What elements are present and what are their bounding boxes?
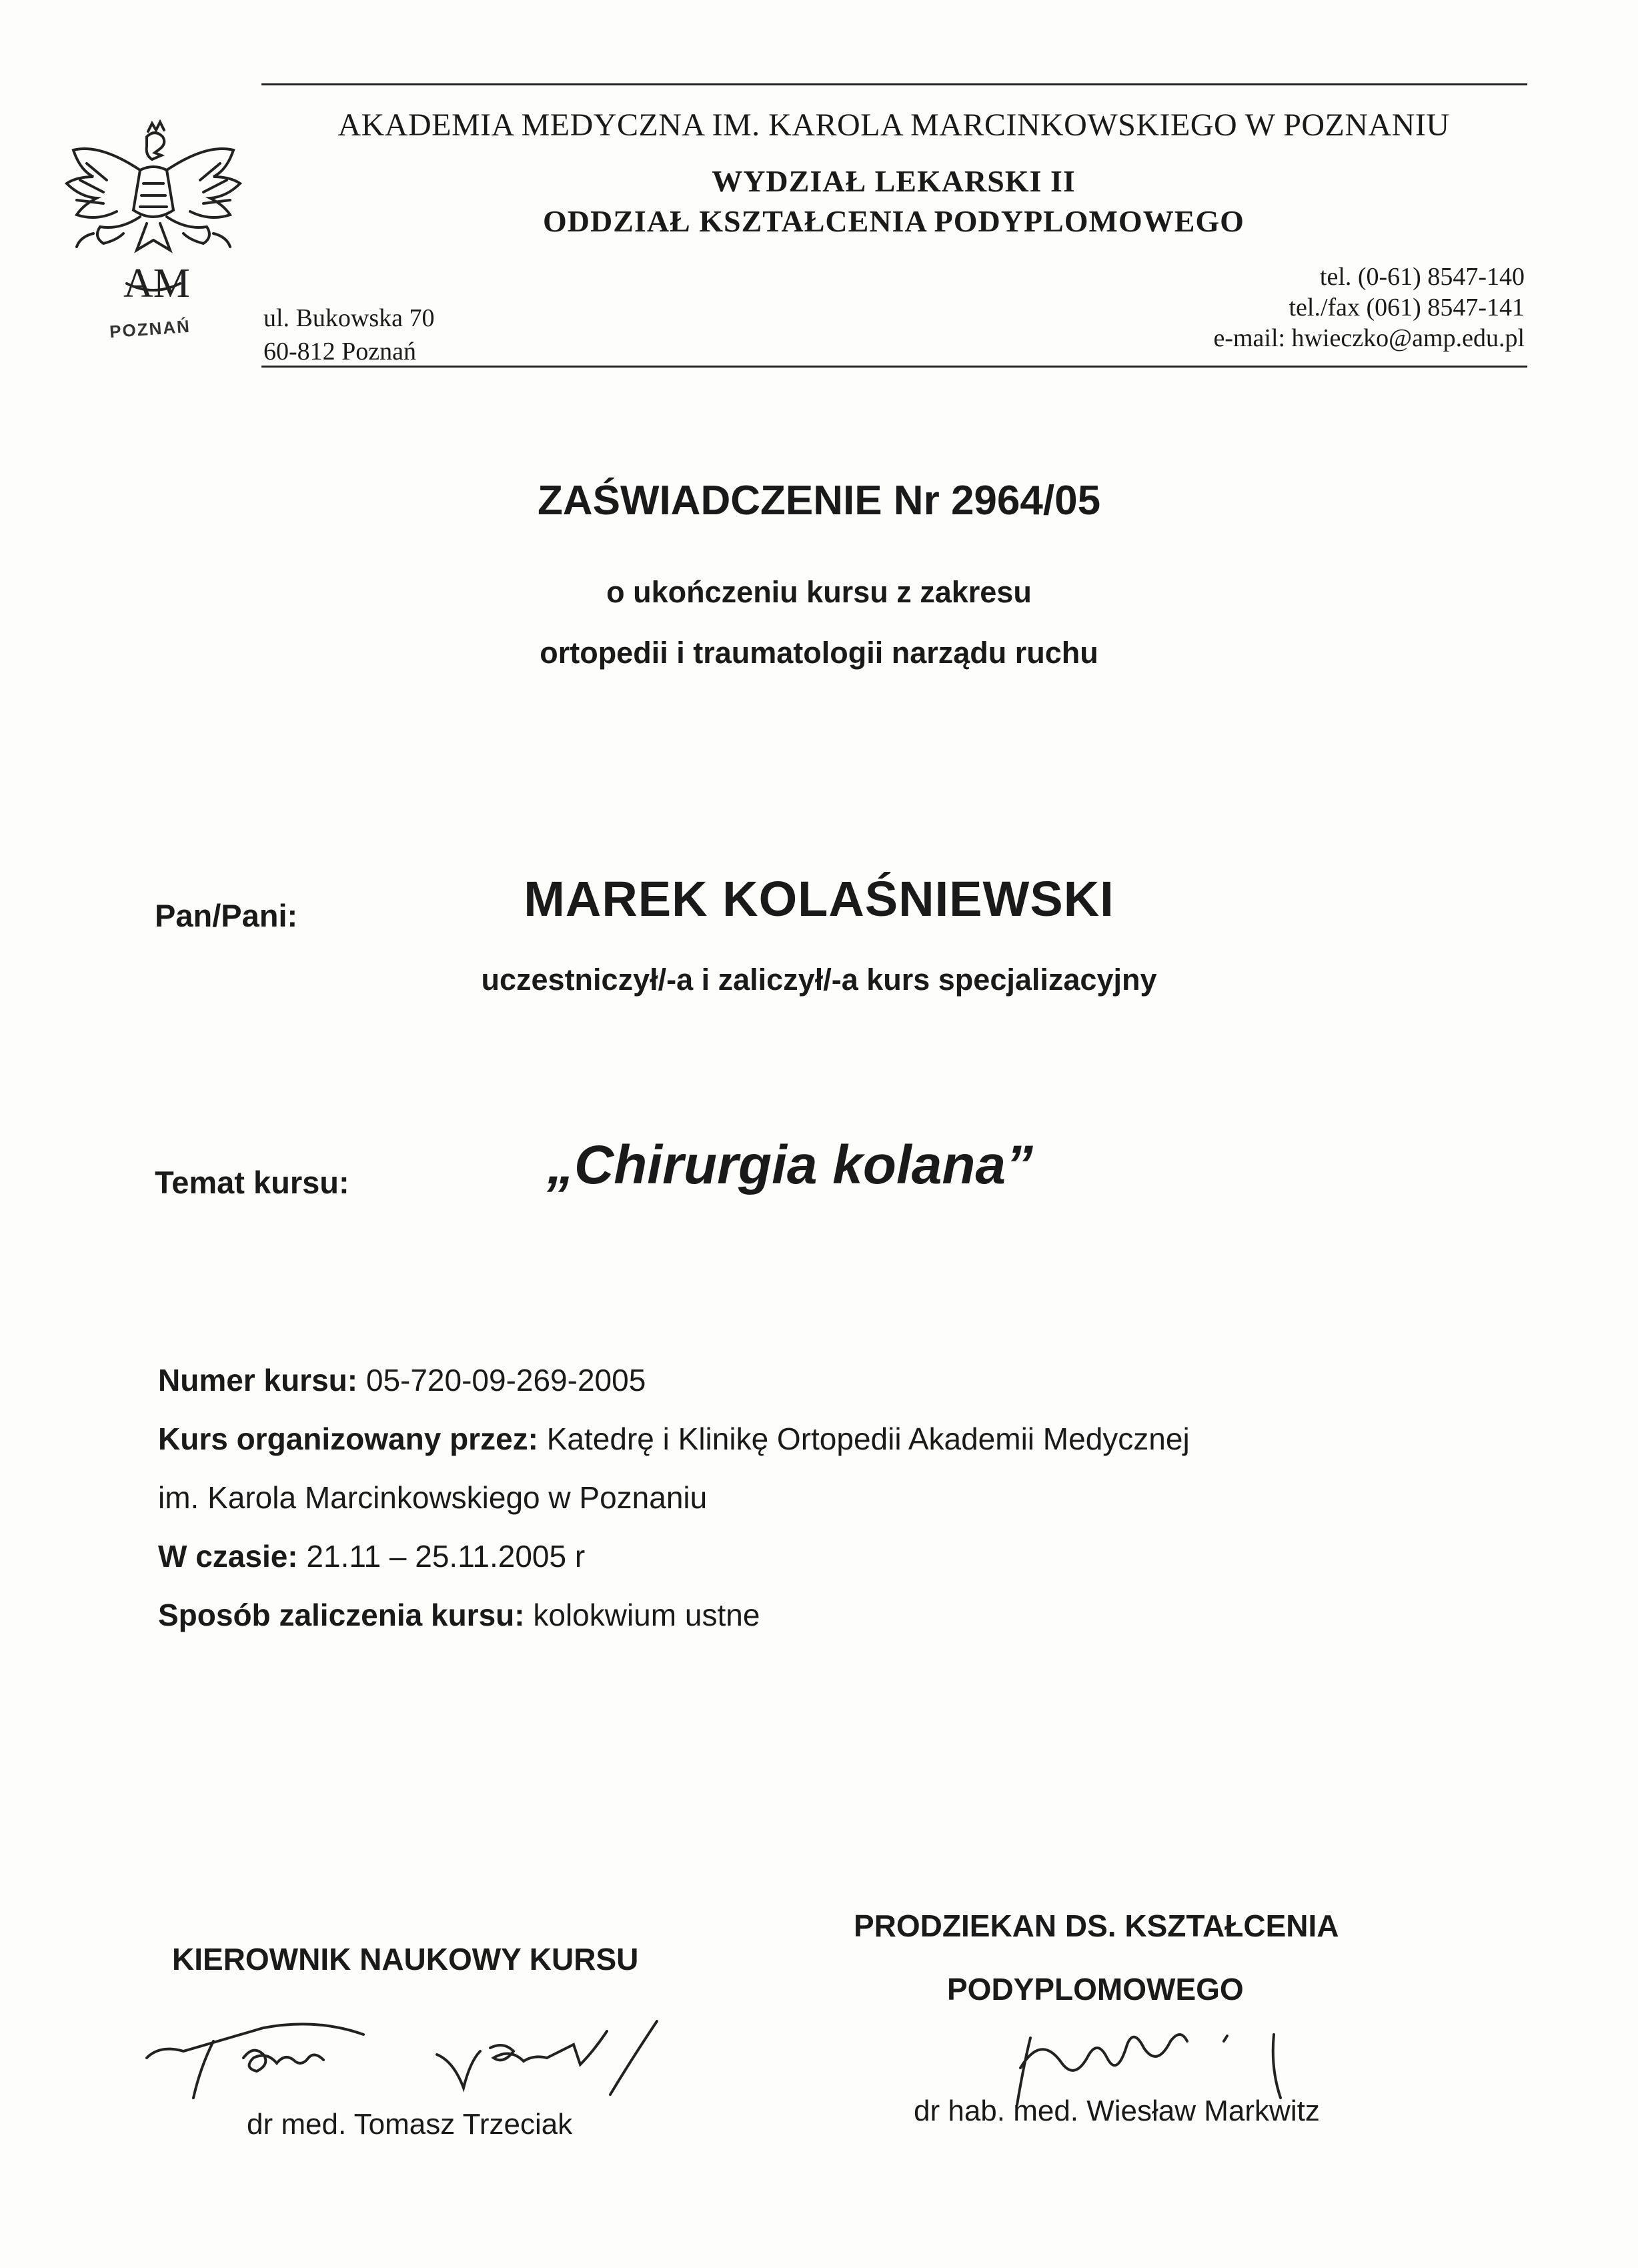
organizer-value-line1: Katedrę i Klinikę Ortopedii Akademii Medycznej [546, 1422, 1190, 1456]
organizer-row [158, 1409, 1190, 1468]
assessment-label: Sposób zaliczenia kursu: [158, 1598, 525, 1632]
topic-label: Temat kursu: [155, 1165, 349, 1200]
course-topic: „Chirurgia kolana” [547, 1135, 1034, 1195]
contact-block [1213, 261, 1525, 354]
organizer-label: Kurs organizowany przez: [158, 1422, 538, 1456]
right-signatory-title-line2: PODYPLOMOWEGO [947, 1972, 1244, 2007]
logo-caption: POZNAŃ [109, 316, 191, 342]
course-number-value: 05-720-09-269-2005 [365, 1363, 646, 1397]
certificate-title: ZAŚWIADCZENIE Nr 2964/05 [537, 478, 1101, 524]
left-signatory-name: dr med. Tomasz Trzeciak [247, 2108, 573, 2141]
email-address: e-mail: hwieczko@amp.edu.pl [1213, 324, 1525, 352]
phone-number: tel. (0-61) 8547-140 [1319, 263, 1525, 291]
period-row [158, 1527, 1190, 1586]
letterhead-top-rule [261, 83, 1527, 85]
address-street: ul. Bukowska 70 [263, 304, 435, 332]
assessment-value: kolokwium ustne [533, 1598, 760, 1632]
right-signatory-title-line1: PRODZIEKAN DS. KSZTAŁCENIA [854, 1908, 1339, 1943]
right-signatory-name: dr hab. med. Wiesław Markwitz [914, 2095, 1320, 2127]
left-handwritten-signature [143, 1995, 717, 2108]
department-name: ODDZIAŁ KSZTAŁCENIA PODYPLOMOWEGO [543, 204, 1245, 238]
fax-number: tel./fax (061) 8547-141 [1289, 294, 1525, 322]
letterhead-bottom-rule [261, 366, 1527, 368]
participation-statement: uczestniczył/-a i zaliczył/-a kurs specjalizacyjny [481, 963, 1157, 997]
recipient-label: Pan/Pani: [155, 898, 298, 933]
svg-text:AM: AM [123, 261, 190, 306]
assessment-row [158, 1586, 1190, 1644]
organizer-value-line2: im. Karola Marcinkowskiego w Poznaniu [158, 1480, 708, 1515]
eagle-emblem-logo [47, 117, 260, 350]
certificate-subtitle-line1: o ukończeniu kursu z zakresu [606, 575, 1032, 609]
certificate-subtitle-line2: ortopedii i traumatologii narządu ruchu [540, 636, 1098, 670]
period-label: W czasie: [158, 1539, 298, 1574]
faculty-name: WYDZIAŁ LEKARSKI II [712, 164, 1076, 198]
period-value: 21.11 – 25.11.2005 r [306, 1539, 586, 1574]
postal-address [263, 302, 435, 368]
course-number-label: Numer kursu: [158, 1363, 358, 1397]
address-city: 60-812 Poznań [263, 338, 417, 366]
course-number-row [158, 1351, 1190, 1409]
left-signatory-title: KIEROWNIK NAUKOWY KURSU [172, 1942, 639, 1976]
university-name: AKADEMIA MEDYCZNA IM. KAROLA MARCINKOWSKIEGO W POZNANIU [337, 107, 1450, 143]
course-details [158, 1351, 1190, 1644]
recipient-name: MAREK KOLAŚNIEWSKI [524, 871, 1114, 927]
